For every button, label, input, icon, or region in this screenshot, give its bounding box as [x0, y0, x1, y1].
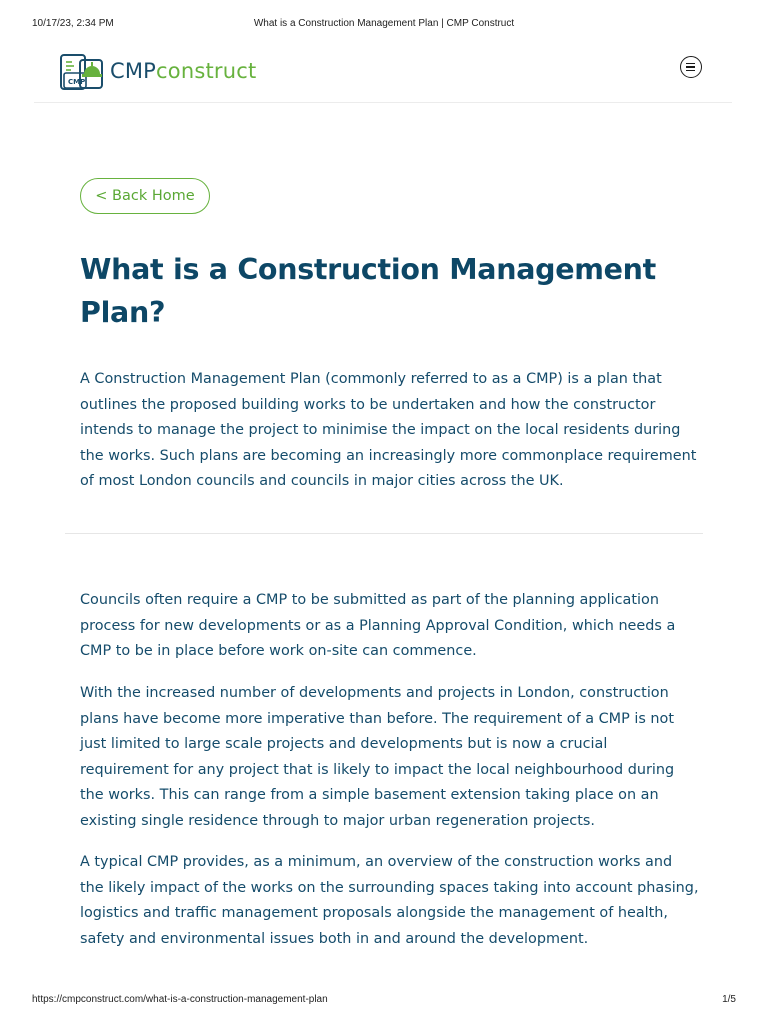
print-page-title: What is a Construction Management Plan | CMP Construct [253, 18, 515, 29]
print-footer [0, 994, 768, 1008]
hamburger-menu-icon[interactable] [680, 56, 702, 78]
intro-paragraph: A Construction Management Plan (commonly referred to as a CMP) is a plan that outlines the proposed building works to be undertaken and how the constructor intends to manage the project to minimise the impact on the local residents during the works. Such plans are becoming an increasingly more commonplace requirement of most London councils and councils in major cities across the UK. [80, 371, 697, 490]
cmp-logo-icon [60, 50, 104, 92]
print-url: https://cmpconstruct.com/what-is-a-construction-management-plan [32, 994, 328, 1005]
print-datetime: 10/17/23, 2:34 PM [32, 18, 114, 29]
divider [65, 533, 703, 534]
logo-badge-text: CMP [68, 78, 86, 86]
body-paragraph: With the increased number of developments and projects in London, construction plans have become more imperative than before. The requirement of a CMP is not just limited to large scale projects and developments but is now a crucial requirement for any project that is likely to impact the local neighbourhood during the works. This can range from a simple basement extension taking place on an existing single residence through to major urban regeneration projects. [80, 685, 675, 829]
print-page-number: 1/5 [722, 994, 736, 1005]
logo-text-cmp: CMP [110, 58, 157, 83]
logo-wordmark [110, 58, 257, 83]
site-header [34, 44, 732, 103]
logo-text-construct: construct [156, 58, 257, 83]
body-paragraph: Councils often require a CMP to be submitted as part of the planning application process for new developments or as a Planning Approval Condition, which needs a CMP to be in place before work on-site can commence. [80, 592, 676, 660]
logo[interactable] [60, 48, 256, 94]
page-title: What is a Construction Management Plan? [80, 253, 656, 329]
body-paragraph: A typical CMP provides, as a minimum, an overview of the construction works and the likely impact of the works on the surrounding spaces taking into account phasing, logistics and traffic management proposals alongside the management of health, safety and environmental issues both in and around the development. [80, 854, 699, 947]
print-header [0, 18, 768, 32]
back-home-button[interactable]: < Back Home [80, 178, 210, 214]
